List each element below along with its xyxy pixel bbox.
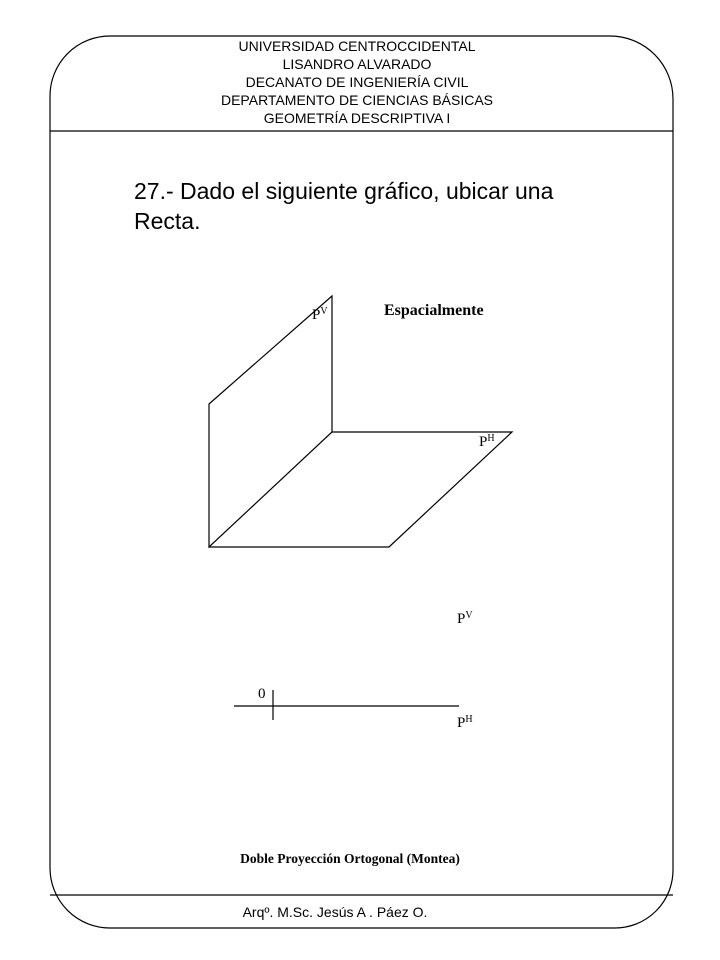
problem-statement [134, 178, 554, 234]
header-line-university: UNIVERSIDAD CENTROCCIDENTAL [238, 38, 476, 54]
header-line-department: DEPARTAMENTO DE CIENCIAS BÁSICAS [220, 92, 494, 108]
horizontal-plane [209, 432, 512, 547]
header-line-course: GEOMETRÍA DESCRIPTIVA I [263, 110, 451, 126]
problem-line-1: 27.- Dado el siguiente gráfico, ubicar una [134, 178, 554, 204]
montea-ph-label: $P^H$ [457, 714, 473, 731]
spatial-ph-label: $P^H$ [479, 433, 495, 450]
montea-figure [234, 610, 473, 731]
spatial-caption: Espacialmente [384, 302, 484, 319]
spatial-figure [209, 296, 512, 547]
spatial-pv-label: $P^V$ [312, 306, 328, 323]
problem-line-2: Recta. [134, 208, 201, 234]
page-frame [50, 36, 673, 928]
institution-header [221, 38, 493, 126]
origin-label: 0 [258, 686, 266, 702]
header-line-name: LISANDRO ALVARADO [282, 56, 432, 72]
montea-pv-label: $P^V$ [457, 610, 473, 627]
header-line-faculty: DECANATO DE INGENIERÍA CIVIL [245, 74, 469, 90]
footer-author: Arqº. M.Sc. Jesús A . Páez O. [242, 904, 428, 920]
vertical-plane [209, 296, 332, 547]
montea-caption: Doble Proyección Ortogonal (Montea) [240, 851, 460, 866]
